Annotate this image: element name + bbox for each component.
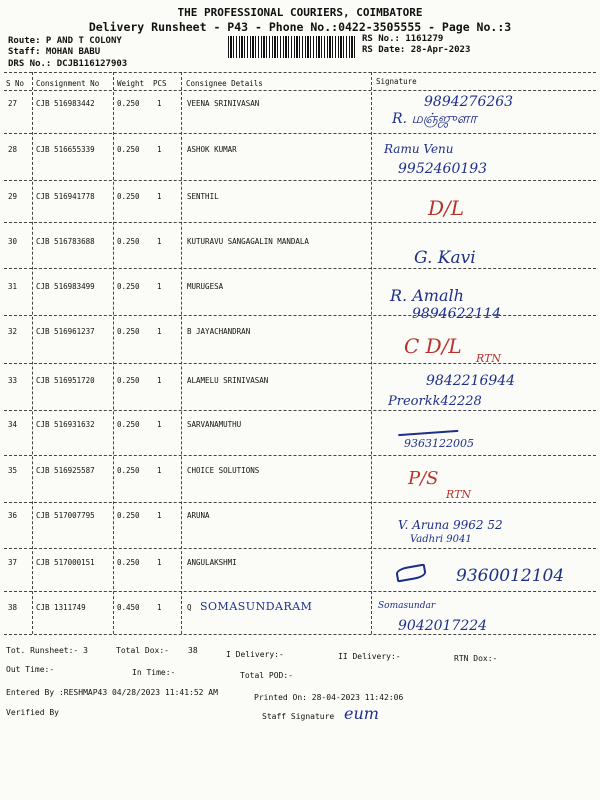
ii-delivery: II Delivery:- (338, 652, 401, 661)
col-header-consignment: Consignment No (36, 79, 100, 88)
row-weight: 0.450 (117, 603, 140, 612)
signature-name: Preorkk42228 (388, 394, 482, 409)
row-divider (4, 548, 596, 549)
signature-scribble (398, 422, 459, 436)
row-divider (4, 502, 596, 503)
row-consignee: MURUGESA (187, 282, 224, 291)
drs-number: DRS No.: DCJB116127903 (8, 59, 128, 69)
row-consignment-no: CJB 516931632 (36, 420, 95, 429)
route-label: Route: P AND T COLONY (8, 36, 122, 46)
row-pcs: 1 (157, 420, 162, 429)
column-divider (371, 72, 372, 634)
signature-name: R. மஞ்ஜுளா (392, 111, 477, 127)
row-pcs: 1 (157, 558, 162, 567)
row-pcs: 1 (157, 192, 162, 201)
total-dox-label: Total Dox:- (116, 646, 169, 655)
signature-name: Ramu Venu (384, 142, 454, 156)
row-consignee: Q (187, 603, 192, 612)
column-divider (113, 72, 114, 634)
signature-delivery-mark: D/L (428, 196, 465, 220)
row-divider (4, 133, 596, 134)
header-rule (4, 90, 596, 91)
table-bottom-rule (4, 634, 596, 635)
row-sno: 32 (8, 327, 18, 336)
row-consignment-no: CJB 517007795 (36, 511, 95, 520)
signature-phone: 9363122005 (404, 437, 474, 450)
row-pcs: 1 (157, 511, 162, 520)
total-pod: Total POD:- (240, 671, 293, 680)
signature-name: V. Aruna 9962 52 (398, 518, 503, 532)
signature-name: Somasundar (378, 601, 436, 611)
row-consignment-no: CJB 516783688 (36, 237, 95, 246)
printed-on: Printed On: 28-04-2023 11:42:06 (254, 693, 404, 702)
col-header-signature: Signature (376, 77, 417, 86)
runsheet-subtitle: Delivery Runsheet - P43 - Phone No.:0422-3505555 - Page No.:3 (88, 20, 512, 34)
signature-phone: 9042017224 (398, 618, 488, 634)
signature-phone: 9360012104 (456, 566, 565, 586)
row-pcs: 1 (157, 99, 162, 108)
row-weight: 0.250 (117, 466, 140, 475)
signature-delivery-mark: P/S (408, 468, 439, 489)
row-consignment-no: CJB 516951720 (36, 376, 95, 385)
table-top-rule (4, 72, 596, 73)
col-header-pcs: PCS (153, 79, 167, 88)
signature-phone: 9952460193 (398, 161, 488, 177)
col-header-sno: S No (6, 79, 25, 88)
row-weight: 0.250 (117, 145, 140, 154)
row-consignment-no: CJB 516983499 (36, 282, 95, 291)
row-pcs: 1 (157, 376, 162, 385)
row-sno: 38 (8, 603, 18, 612)
signature-delivery-mark: C D/L (404, 334, 462, 358)
row-consignee: VEENA SRINIVASAN (187, 99, 260, 108)
out-time: Out Time:- (6, 665, 55, 674)
signature-scribble (395, 564, 427, 583)
row-divider (4, 410, 596, 411)
row-weight: 0.250 (117, 558, 140, 567)
row-sno: 27 (8, 99, 18, 108)
staff-signature: eum (344, 704, 379, 723)
staff-label: Staff: MOHAN BABU (8, 47, 101, 57)
row-divider (4, 591, 596, 592)
row-sno: 35 (8, 466, 18, 475)
signature-return-mark: RTN (476, 352, 502, 365)
row-consignee: CHOICE SOLUTIONS (187, 466, 260, 475)
row-pcs: 1 (157, 466, 162, 475)
row-consignment-no: CJB 516925587 (36, 466, 95, 475)
verified-by: Verified By (6, 708, 59, 717)
signature-phone: Vadhri 9041 (410, 534, 472, 545)
column-divider (181, 72, 182, 634)
row-consignee: B JAYACHANDRAN (187, 327, 251, 336)
row-divider (4, 315, 596, 316)
signature-phone: 9842216944 (426, 373, 516, 389)
signature-phone: 9894622114 (412, 306, 502, 322)
total-runsheet: Tot. Runsheet:- 3 (6, 646, 88, 655)
row-pcs: 1 (157, 603, 162, 612)
signature-phone: 9894276263 (424, 94, 514, 110)
row-consignee: ASHOK KUMAR (187, 145, 237, 154)
col-header-weight: Weight (117, 79, 145, 88)
signature-name: R. Amalh (390, 286, 464, 305)
column-divider (32, 72, 33, 634)
row-sno: 30 (8, 237, 18, 246)
row-consignment-no: CJB 516961237 (36, 327, 95, 336)
staff-signature-label: Staff Signature (262, 712, 335, 721)
row-weight: 0.250 (117, 237, 140, 246)
row-consignment-no: CJB 1311749 (36, 603, 86, 612)
signature-return-mark: RTN (446, 488, 472, 501)
row-pcs: 1 (157, 327, 162, 336)
company-title: THE PROFESSIONAL COURIERS, COIMBATORE (177, 6, 423, 19)
row-consignee: ANGULAKSHMI (187, 558, 237, 567)
row-divider (4, 222, 596, 223)
row-sno: 29 (8, 192, 18, 201)
row-divider (4, 455, 596, 456)
row-sno: 33 (8, 376, 18, 385)
row-weight: 0.250 (117, 99, 140, 108)
row-weight: 0.250 (117, 420, 140, 429)
row-consignment-no: CJB 516941778 (36, 192, 95, 201)
consignee-handwritten: SOMASUNDARAM (200, 600, 313, 613)
row-consignment-no: CJB 516655339 (36, 145, 95, 154)
rs-number: RS No.: 1161279 (362, 34, 444, 44)
row-consignee: SARVANAMUTHU (187, 420, 242, 429)
in-time: In Time:- (132, 668, 176, 677)
row-divider (4, 268, 596, 269)
row-consignee: SENTHIL (187, 192, 219, 201)
row-consignment-no: CJB 516983442 (36, 99, 95, 108)
row-consignee: ALAMELU SRINIVASAN (187, 376, 269, 385)
row-consignee: ARUNA (187, 511, 210, 520)
signature-name: G. Kavi (414, 248, 476, 268)
row-sno: 36 (8, 511, 18, 520)
row-weight: 0.250 (117, 282, 140, 291)
barcode (228, 36, 356, 58)
row-sno: 28 (8, 145, 18, 154)
row-sno: 37 (8, 558, 18, 567)
row-divider (4, 180, 596, 181)
total-dox-value: 38 (188, 646, 198, 655)
col-header-consignee: Consignee Details (186, 79, 263, 88)
row-sno: 31 (8, 282, 18, 291)
row-pcs: 1 (157, 237, 162, 246)
rs-date: RS Date: 28-Apr-2023 (362, 45, 471, 55)
row-weight: 0.250 (117, 192, 140, 201)
rtn-dox: RTN Dox:- (454, 654, 498, 663)
row-consignment-no: CJB 517000151 (36, 558, 95, 567)
row-weight: 0.250 (117, 327, 140, 336)
row-weight: 0.250 (117, 376, 140, 385)
row-divider (4, 363, 596, 364)
row-pcs: 1 (157, 282, 162, 291)
row-consignee: KUTURAVU SANGAGALIN MANDALA (187, 237, 309, 246)
row-pcs: 1 (157, 145, 162, 154)
row-sno: 34 (8, 420, 18, 429)
row-weight: 0.250 (117, 511, 140, 520)
entered-by: Entered By :RESHMAP43 04/28/2023 11:41:52 AM (6, 688, 218, 697)
i-delivery: I Delivery:- (226, 650, 284, 659)
